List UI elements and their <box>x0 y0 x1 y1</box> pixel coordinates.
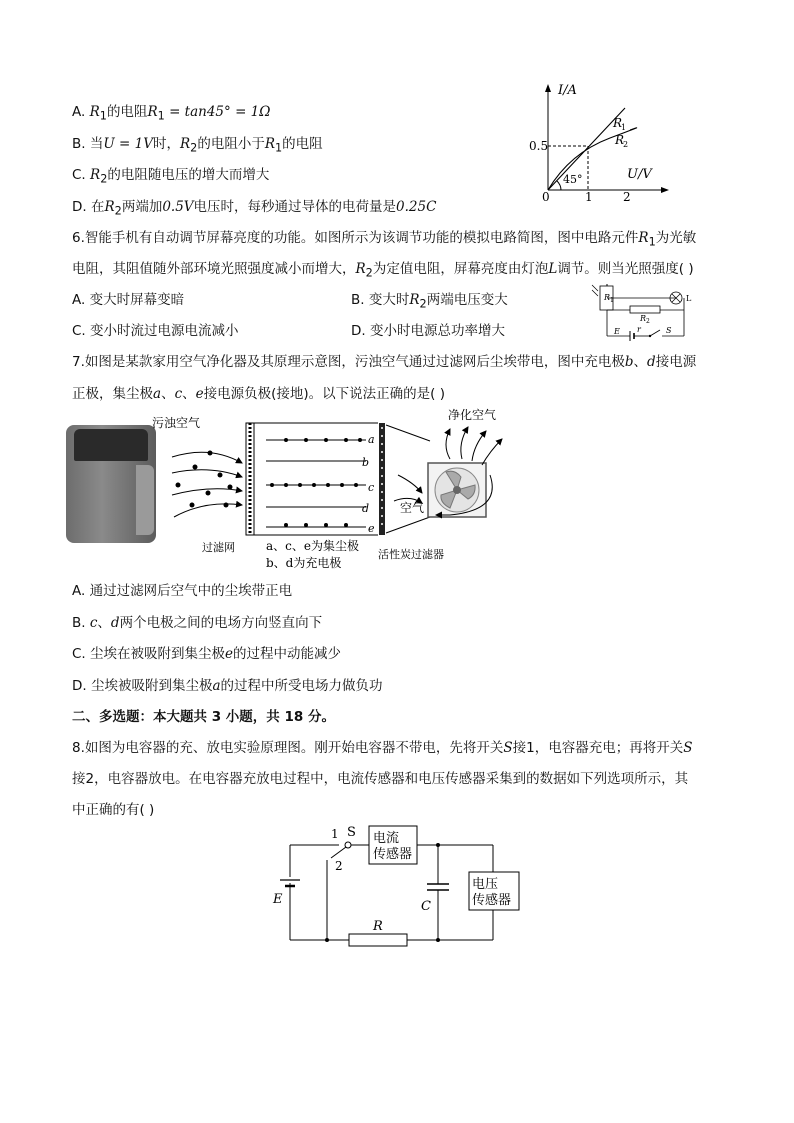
svg-text:2: 2 <box>335 859 343 873</box>
svg-text:b: b <box>362 456 370 469</box>
q7-option-c: C. 尘埃在被吸附到集尘极e的过程中动能减少 <box>72 646 342 662</box>
q6-option-d: D. 变小时电源总功率增大 <box>351 323 505 339</box>
svg-text:2: 2 <box>623 140 629 149</box>
q5-option-c: C. $R_2$的电阻随电压的增大而增大 <box>72 167 270 186</box>
q5-option-b: B. 当U = 1V时，$R_2$的电阻小于$R_1$的电阻 <box>72 136 323 155</box>
svg-text:S: S <box>666 326 672 335</box>
voltage-sensor-label: 电压 <box>472 877 499 892</box>
q6-option-b: B. 变大时$R_2$两端电压变大 <box>351 292 508 311</box>
q7-stem-line1: 7.如图是某款家用空气净化器及其原理示意图，污浊空气通过过滤网后尘埃带电，图中充电极b、d接电源 <box>72 354 697 370</box>
iu-graph <box>525 78 675 203</box>
svg-text:1: 1 <box>331 827 339 841</box>
air-purifier-diagram <box>150 405 510 575</box>
svg-text:1: 1 <box>585 190 593 203</box>
svg-text:45°: 45° <box>563 173 583 186</box>
svg-text:1: 1 <box>621 123 627 132</box>
svg-text:1: 1 <box>610 297 614 304</box>
svg-text:r: r <box>637 325 641 334</box>
svg-text:E: E <box>273 892 283 907</box>
svg-text:E: E <box>614 327 620 336</box>
capacitor-circuit-diagram <box>265 818 535 953</box>
label-clean-air: 净化空气 <box>448 408 497 422</box>
q8-stem-line1: 8.如图为电容器的充、放电实验原理图。刚开始电容器不带电，先将开关S接1，电容器充电；再将开关S <box>72 740 693 756</box>
svg-text:0.5: 0.5 <box>529 139 549 153</box>
note-chargers: b、d为充电极 <box>266 556 342 570</box>
svg-text:d: d <box>362 502 370 515</box>
note-collectors: a、c、e为集尘极 <box>266 539 359 553</box>
svg-text:R: R <box>615 133 625 147</box>
svg-text:S: S <box>347 825 356 840</box>
label-filter: 过滤网 <box>202 541 235 554</box>
q5-option-d: D. 在$R_2$两端加0.5V电压时，每秒通过导体的电荷量是0.25C <box>72 199 437 218</box>
svg-text:传感器: 传感器 <box>472 893 512 908</box>
label-air: 空气 <box>400 501 425 515</box>
svg-text:传感器: 传感器 <box>373 847 413 862</box>
section-title-multiple-choice: 二、多选题：本大题共 3 小题，共 18 分。 <box>72 709 335 725</box>
svg-text:2: 2 <box>646 318 650 325</box>
q7-option-d: D. 尘埃被吸附到集尘极a的过程中所受电场力做负功 <box>72 678 383 694</box>
svg-text:R: R <box>640 314 647 323</box>
svg-text:a: a <box>368 433 375 446</box>
svg-text:e: e <box>368 522 375 535</box>
svg-text:R: R <box>373 919 383 934</box>
q6-circuit-diagram <box>590 283 702 343</box>
q6-option-a: A. 变大时屏幕变暗 <box>72 292 185 308</box>
label-carbon-filter: 活性炭过滤器 <box>378 548 444 561</box>
q8-stem-line3: 中正确的有( ) <box>72 802 155 818</box>
q6-stem-line1: 6.智能手机有自动调节屏幕亮度的功能。如图所示为该调节功能的模拟电路简图，图中电路元件$R_1$为光敏 <box>72 230 697 249</box>
label-dirty-air: 污浊空气 <box>152 416 201 430</box>
q8-stem-line2: 接2，电容器放电。在电容器充放电过程中，电流传感器和电压传感器采集到的数据如下列选项所示，其 <box>72 771 689 787</box>
current-sensor-label: 电流 <box>373 831 400 846</box>
svg-text:c: c <box>368 481 375 494</box>
svg-text:2: 2 <box>623 190 631 203</box>
q7-option-b: B. c、d两个电极之间的电场方向竖直向下 <box>72 615 323 631</box>
q5-option-a: A. $R_1$的电阻$R_1 = \tan 45^\circ = 1\Omega$ <box>72 104 271 123</box>
graph-xlabel: U/V <box>627 167 652 182</box>
q7-option-a: A. 通过过滤网后空气中的尘埃带正电 <box>72 583 293 599</box>
svg-text:R: R <box>613 116 623 130</box>
svg-text:L: L <box>686 294 692 303</box>
q6-stem-line2: 电阻，其阻值随外部环境光照强度减小而增大，$R_2$为定值电阻，屏幕亮度由灯泡L调节。则当光照强度( ) <box>72 261 694 280</box>
svg-text:C: C <box>421 899 431 914</box>
air-purifier-image <box>66 425 156 543</box>
q6-option-c: C. 变小时流过电源电流减小 <box>72 323 239 339</box>
q7-stem-line2: 正极，集尘极a、c、e接电源负极(接地)。以下说法正确的是( ) <box>72 386 445 402</box>
graph-ylabel: I/A <box>558 83 577 98</box>
svg-text:0: 0 <box>542 190 550 203</box>
svg-text:R: R <box>604 293 611 302</box>
